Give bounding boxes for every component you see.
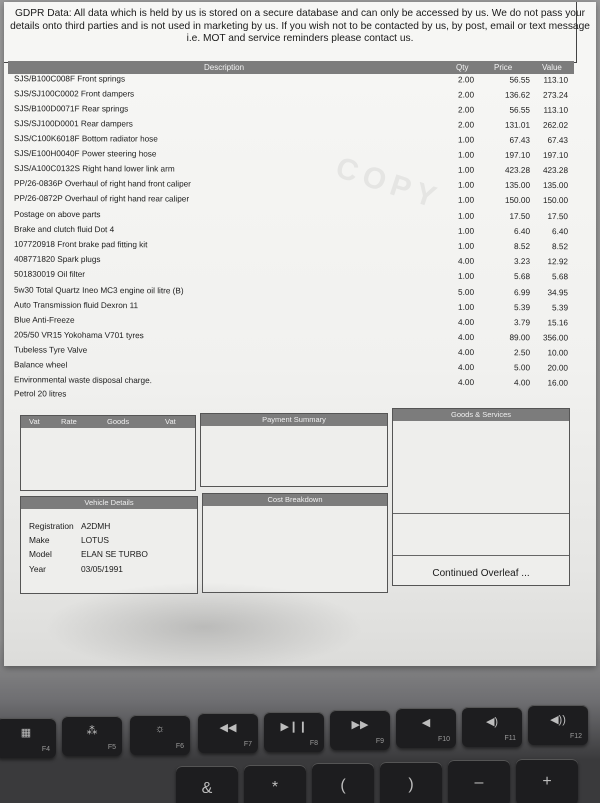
play-pause-icon: ▶❙❙ (280, 720, 308, 733)
items-table-header (8, 61, 574, 74)
table-row (4, 225, 596, 242)
line-value: 356.00 (542, 333, 569, 343)
line-price: 135.00 (504, 180, 531, 190)
line-value: 135.00 (542, 180, 569, 191)
key-f8[interactable] (264, 712, 324, 752)
line-qty: 1.00 (458, 302, 475, 312)
keyboard-backlight-up-icon: ☼ (154, 722, 166, 735)
line-qty: 2.00 (458, 105, 475, 115)
line-price: 67.43 (509, 135, 531, 145)
line-description: PP/26-0872P Overhaul of right hand rear caliper (13, 193, 190, 204)
table-row (4, 149, 596, 165)
fn-label: F4 (41, 746, 50, 753)
line-description: SJS/SJ100D0001 Rear dampers (13, 119, 133, 129)
table-row (4, 389, 596, 407)
vehicle-make: Make LOTUS (29, 535, 109, 545)
fn-label: F10 (437, 736, 450, 744)
line-description: SJS/B100D0071F Rear springs (13, 104, 129, 114)
line-price: 5.39 (514, 303, 531, 313)
line-qty: 1.00 (458, 165, 475, 175)
line-description: Petrol 20 litres (13, 389, 67, 399)
vat-panel (20, 415, 196, 491)
vehicle-model: Model ELAN SE TURBO (29, 549, 148, 559)
fn-label: F11 (504, 734, 516, 742)
line-qty: 1.00 (458, 195, 475, 205)
value-header: Value (542, 63, 562, 72)
vat-col-vat: Vat (29, 417, 40, 426)
line-value: 273.24 (542, 90, 569, 100)
line-price: 56.55 (509, 75, 531, 85)
line-qty: 2.00 (458, 120, 475, 130)
key-f12[interactable] (528, 705, 588, 745)
continued-overleaf: Continued Overleaf ... (432, 568, 530, 579)
line-qty: 1.00 (458, 150, 475, 160)
payment-summary-title: Payment Summary (201, 414, 387, 426)
key-f11[interactable] (462, 707, 522, 747)
line-qty: 1.00 (458, 211, 475, 221)
line-value: 5.39 (552, 303, 569, 313)
line-qty: 2.00 (458, 75, 475, 85)
volume-down-icon: ◀) (485, 715, 499, 728)
line-description: Blue Anti-Freeze (13, 315, 75, 325)
line-qty: 4.00 (458, 347, 475, 358)
fn-label: F5 (107, 744, 116, 752)
line-price: 8.52 (514, 241, 531, 252)
key-f4[interactable] (0, 718, 56, 758)
vat-col-vat-amount: Vat (165, 417, 176, 426)
line-value: 67.43 (547, 135, 569, 145)
line-value: 197.10 (542, 150, 569, 160)
line-value: 5.68 (552, 272, 569, 282)
line-description: 501830019 Oil filter (13, 269, 86, 279)
line-description: SJS/B100C008F Front springs (13, 74, 126, 84)
line-qty: 1.00 (458, 271, 475, 281)
minus-key[interactable] (448, 760, 510, 803)
table-row (4, 240, 596, 257)
vat-col-goods: Goods (107, 417, 130, 426)
table-row (4, 134, 596, 150)
invoice-page (4, 2, 596, 666)
price-header: Price (494, 63, 513, 72)
line-description: SJS/SJ100C0002 Front dampers (13, 89, 135, 99)
model-value: ELAN SE TURBO (81, 549, 148, 559)
goods-services-panel (392, 408, 570, 586)
line-qty: 5.00 (458, 287, 475, 297)
table-row (4, 255, 596, 272)
fn-label: F12 (569, 733, 582, 741)
line-description: 408771820 Spark plugs (13, 254, 101, 265)
line-price: 136.62 (504, 90, 531, 100)
line-value: 15.16 (547, 318, 569, 328)
line-price: 3.23 (514, 257, 531, 267)
line-description: PP/26-0836P Overhaul of right hand front caliper (13, 178, 191, 189)
key-f5[interactable] (62, 716, 122, 756)
line-description: Postage on above parts (13, 209, 101, 220)
description-header: Description (204, 63, 245, 72)
line-price: 56.55 (509, 105, 531, 115)
line-description: Environmental waste disposal charge. (13, 375, 152, 386)
key-symbol: + (542, 773, 552, 790)
key-f7[interactable] (198, 713, 258, 753)
table-row (4, 104, 596, 120)
keyboard-backlight-down-icon: ⁂ (86, 725, 98, 738)
table-row (4, 164, 596, 180)
line-description: SJS/E100H0040F Power steering hose (13, 149, 157, 159)
vehicle-registration: Registration A2DMH (29, 521, 111, 531)
table-row (4, 179, 596, 195)
fn-label: F7 (243, 741, 252, 749)
year-value: 03/05/1991 (81, 564, 123, 574)
line-description: 205/50 VR15 Yokohama V701 tyres (13, 330, 144, 341)
key-symbol: ( (340, 777, 346, 795)
make-value: LOTUS (81, 535, 109, 545)
line-price: 2.50 (514, 348, 531, 358)
key-f10[interactable] (396, 708, 456, 748)
key-f6[interactable] (130, 715, 190, 755)
line-qty: 4.00 (458, 256, 475, 266)
line-price: 3.79 (514, 318, 531, 328)
copy-watermark: COPY (331, 150, 446, 217)
line-value: 20.00 (547, 363, 569, 373)
goods-services-divider-2 (393, 555, 569, 556)
vat-col-rate: Rate (61, 417, 77, 426)
line-price: 197.10 (504, 150, 531, 160)
line-description: Tubeless Tyre Valve (13, 345, 88, 355)
line-value: 8.52 (552, 242, 569, 252)
plus-key[interactable] (516, 759, 578, 803)
table-row (4, 270, 596, 287)
fn-label: F9 (375, 738, 384, 745)
table-row (4, 119, 596, 135)
line-value: 423.28 (542, 165, 569, 175)
table-row (4, 210, 596, 226)
vehicle-year: Year 03/05/1991 (29, 564, 123, 574)
line-price: 5.68 (514, 272, 531, 282)
mute-icon: ◀ (421, 717, 431, 730)
fast-forward-icon: ▶▶ (351, 719, 369, 731)
ampersand-key[interactable] (176, 766, 238, 803)
line-price: 150.00 (504, 195, 531, 205)
open-paren-key[interactable] (312, 763, 374, 803)
line-value: 12.92 (547, 257, 569, 267)
line-value: 17.50 (547, 212, 569, 222)
cost-breakdown-panel (202, 493, 388, 593)
goods-services-divider (393, 513, 569, 514)
registration-value: A2DMH (81, 521, 111, 531)
key-symbol: ) (408, 775, 414, 793)
paper-shadow (44, 582, 364, 666)
rewind-icon: ◀◀ (219, 722, 237, 735)
line-qty: 1.00 (458, 226, 475, 236)
line-price: 4.00 (514, 378, 531, 388)
line-qty: 4.00 (458, 362, 475, 373)
line-qty: 1.00 (458, 241, 475, 251)
table-row (4, 74, 596, 90)
key-symbol: – (474, 774, 484, 792)
line-qty: 4.00 (458, 317, 475, 327)
line-description: SJS/C100K6018F Bottom radiator hose (13, 134, 158, 144)
payment-summary-panel (200, 413, 388, 487)
vat-panel-header (21, 416, 195, 428)
line-value: 10.00 (547, 348, 569, 358)
line-price: 89.00 (509, 333, 531, 343)
line-value: 150.00 (542, 195, 569, 206)
volume-up-icon: ◀)) (550, 714, 566, 727)
line-value: 113.10 (543, 75, 569, 85)
line-price: 17.50 (509, 211, 531, 221)
key-symbol: * (271, 778, 279, 796)
table-row (4, 89, 596, 105)
fn-label: F6 (175, 742, 184, 750)
fn-label: F8 (309, 739, 318, 747)
cost-breakdown-title: Cost Breakdown (203, 494, 387, 506)
line-price: 6.40 (514, 226, 531, 237)
line-qty: 1.00 (458, 180, 475, 190)
line-value: 6.40 (552, 227, 569, 237)
launchpad-icon: ▦ (20, 727, 32, 739)
key-f9[interactable] (330, 710, 390, 750)
line-qty: 4.00 (458, 332, 475, 342)
line-description: 107720918 Front brake pad fitting kit (13, 239, 148, 250)
line-description: 5w30 Total Quartz Ineo MC3 engine oil litre (B) (13, 285, 184, 296)
line-value: 113.10 (543, 105, 569, 115)
line-description: Brake and clutch fluid Dot 4 (13, 224, 115, 235)
line-description: Balance wheel (13, 360, 68, 370)
close-paren-key[interactable] (380, 762, 442, 803)
line-value: 262.02 (542, 120, 569, 130)
gdpr-notice: GDPR Data: All data which is held by us is stored on a secure database and can only be accessed by us. We do not pass your details onto third parties and is not used in marketing by us. If you wish not to be contacted by us, by post, email or text message i.e. MOT and service reminders please contact us. (10, 8, 590, 44)
line-value: 34.95 (547, 288, 569, 298)
line-price: 6.99 (514, 288, 531, 298)
vehicle-details-panel (20, 496, 198, 594)
laptop-keyboard (0, 690, 600, 803)
line-qty: 2.00 (458, 90, 475, 100)
qty-header: Qty (456, 63, 469, 72)
table-row (4, 194, 596, 210)
line-qty: 1.00 (458, 135, 475, 145)
line-price: 131.01 (504, 120, 531, 130)
line-qty: 4.00 (458, 377, 475, 388)
line-price: 5.00 (514, 363, 531, 373)
asterisk-key[interactable] (244, 765, 306, 803)
goods-services-title: Goods & Services (393, 409, 569, 421)
vehicle-details-title: Vehicle Details (21, 497, 197, 509)
line-value: 16.00 (547, 378, 569, 388)
line-description: Auto Transmission fluid Dexron 11 (13, 300, 139, 311)
key-symbol: & (201, 780, 213, 797)
line-price: 423.28 (504, 165, 531, 175)
line-description: SJS/A100C0132S Right hand lower link arm (13, 163, 175, 174)
